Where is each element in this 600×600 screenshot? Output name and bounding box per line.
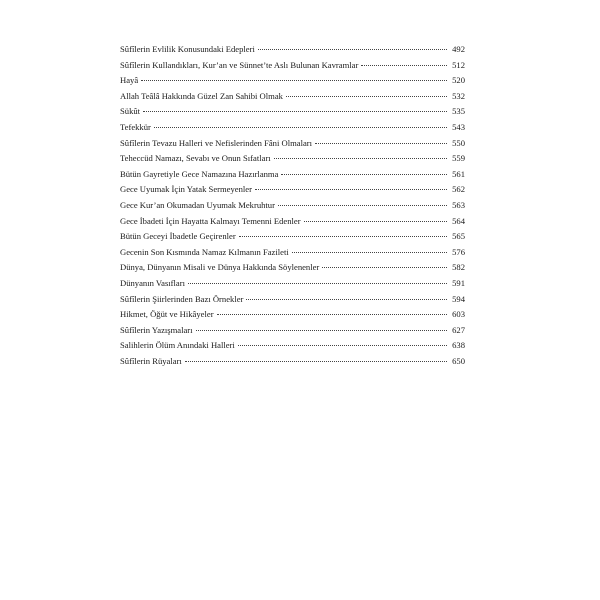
dot-leader bbox=[281, 174, 447, 175]
dot-leader bbox=[143, 111, 447, 112]
toc-entry-title: Dünya, Dünyanın Misali ve Dünya Hakkında Söylenenler bbox=[120, 262, 320, 273]
toc-entry-title: Gece Uyumak İçin Yatak Sermeyenler bbox=[120, 184, 252, 195]
toc-entry-page: 532 bbox=[452, 90, 465, 101]
toc-entry-title: Dünyanın Vasıfları bbox=[120, 277, 185, 288]
toc-entry-page: 650 bbox=[452, 355, 465, 366]
dot-leader bbox=[361, 65, 447, 66]
table-of-contents bbox=[120, 42, 465, 369]
toc-entry-page: 535 bbox=[452, 106, 465, 117]
toc-entry-page: 576 bbox=[452, 246, 465, 257]
toc-entry-page: 582 bbox=[452, 262, 465, 273]
dot-leader bbox=[217, 314, 447, 315]
toc-entry bbox=[120, 276, 465, 292]
toc-entry bbox=[120, 292, 465, 308]
toc-entry bbox=[120, 167, 465, 183]
toc-entry bbox=[120, 42, 465, 58]
toc-entry bbox=[120, 120, 465, 136]
toc-entry-page: 627 bbox=[452, 324, 465, 335]
dot-leader bbox=[292, 252, 447, 253]
dot-leader bbox=[238, 345, 447, 346]
toc-entry bbox=[120, 354, 465, 370]
toc-entry-title: Sûfîlerin Rüyaları bbox=[120, 355, 182, 366]
toc-entry-page: 603 bbox=[452, 309, 465, 320]
toc-entry-page: 594 bbox=[452, 293, 465, 304]
toc-entry bbox=[120, 214, 465, 230]
dot-leader bbox=[255, 189, 447, 190]
toc-entry-page: 512 bbox=[452, 59, 465, 70]
toc-entry-title: Sûfîlerin Kullandıkları, Kur’an ve Sünnet’te Aslı Bulunan Kavramlar bbox=[120, 59, 359, 70]
toc-entry-title: Bütün Geceyi İbadetle Geçirenler bbox=[120, 231, 236, 242]
dot-leader bbox=[322, 267, 447, 268]
toc-entry-page: 492 bbox=[452, 44, 465, 54]
toc-entry bbox=[120, 229, 465, 245]
toc-entry-page: 543 bbox=[452, 121, 465, 132]
toc-entry bbox=[120, 89, 465, 105]
toc-entry-page: 565 bbox=[452, 231, 465, 242]
toc-entry bbox=[120, 58, 465, 74]
toc-entry-title: Sûfîlerin Yazışmaları bbox=[120, 324, 193, 335]
toc-entry-title: Sükût bbox=[120, 106, 141, 117]
toc-entry-page: 520 bbox=[452, 75, 465, 86]
toc-entry bbox=[120, 323, 465, 339]
toc-entry bbox=[120, 260, 465, 276]
toc-entry-page: 559 bbox=[452, 153, 465, 164]
dot-leader bbox=[154, 127, 447, 128]
toc-entry-title: Sûfîlerin Evlilik Konusundaki Edepleri bbox=[120, 44, 255, 54]
toc-entry-page: 564 bbox=[452, 215, 465, 226]
toc-entry bbox=[120, 73, 465, 89]
dot-leader bbox=[239, 236, 447, 237]
toc-entry-page: 561 bbox=[452, 168, 465, 179]
dot-leader bbox=[185, 361, 447, 362]
toc-entry-title: Sûfîlerin Tevazu Halleri ve Nefislerinden Fâni Olmaları bbox=[120, 137, 313, 148]
toc-entry-title: Hikmet, Öğüt ve Hikâyeler bbox=[120, 309, 214, 320]
toc-entry-page: 638 bbox=[452, 340, 465, 351]
dot-leader bbox=[188, 283, 447, 284]
toc-entry-page: 562 bbox=[452, 184, 465, 195]
toc-entry-title: Gece İbadeti İçin Hayatta Kalmayı Temenni Edenler bbox=[120, 215, 301, 226]
toc-entry-page: 591 bbox=[452, 277, 465, 288]
toc-entry-title: Sûfîlerin Şiirlerinden Bazı Örnekler bbox=[120, 293, 244, 304]
toc-entry bbox=[120, 198, 465, 214]
toc-entry-page: 563 bbox=[452, 199, 465, 210]
dot-leader bbox=[196, 330, 447, 331]
toc-entry bbox=[120, 151, 465, 167]
dot-leader bbox=[274, 158, 447, 159]
toc-entry bbox=[120, 136, 465, 152]
dot-leader bbox=[278, 205, 447, 206]
toc-entry-title: Hayâ bbox=[120, 75, 139, 86]
toc-entry bbox=[120, 245, 465, 261]
dot-leader bbox=[304, 221, 447, 222]
dot-leader bbox=[141, 80, 447, 81]
toc-entry-title: Tefekkür bbox=[120, 121, 151, 132]
toc-entry bbox=[120, 104, 465, 120]
toc-entry-page: 550 bbox=[452, 137, 465, 148]
dot-leader bbox=[286, 96, 447, 97]
dot-leader bbox=[246, 299, 447, 300]
toc-entry-title: Allah Teâlâ Hakkında Güzel Zan Sahibi Olmak bbox=[120, 90, 283, 101]
toc-entry-title: Bütün Gayretiyle Gece Namazına Hazırlanma bbox=[120, 168, 279, 179]
toc-entry-title: Gece Kur’an Okumadan Uyumak Mekruhtur bbox=[120, 199, 275, 210]
dot-leader bbox=[315, 143, 447, 144]
toc-entry-title: Teheccüd Namazı, Sevabı ve Onun Sıfatları bbox=[120, 153, 271, 164]
toc-entry bbox=[120, 307, 465, 323]
dot-leader bbox=[258, 49, 447, 50]
toc-entry-title: Gecenin Son Kısmında Namaz Kılmanın Fazileti bbox=[120, 246, 289, 257]
toc-entry-title: Salihlerin Ölüm Anındaki Halleri bbox=[120, 340, 235, 351]
toc-entry bbox=[120, 182, 465, 198]
toc-entry bbox=[120, 338, 465, 354]
